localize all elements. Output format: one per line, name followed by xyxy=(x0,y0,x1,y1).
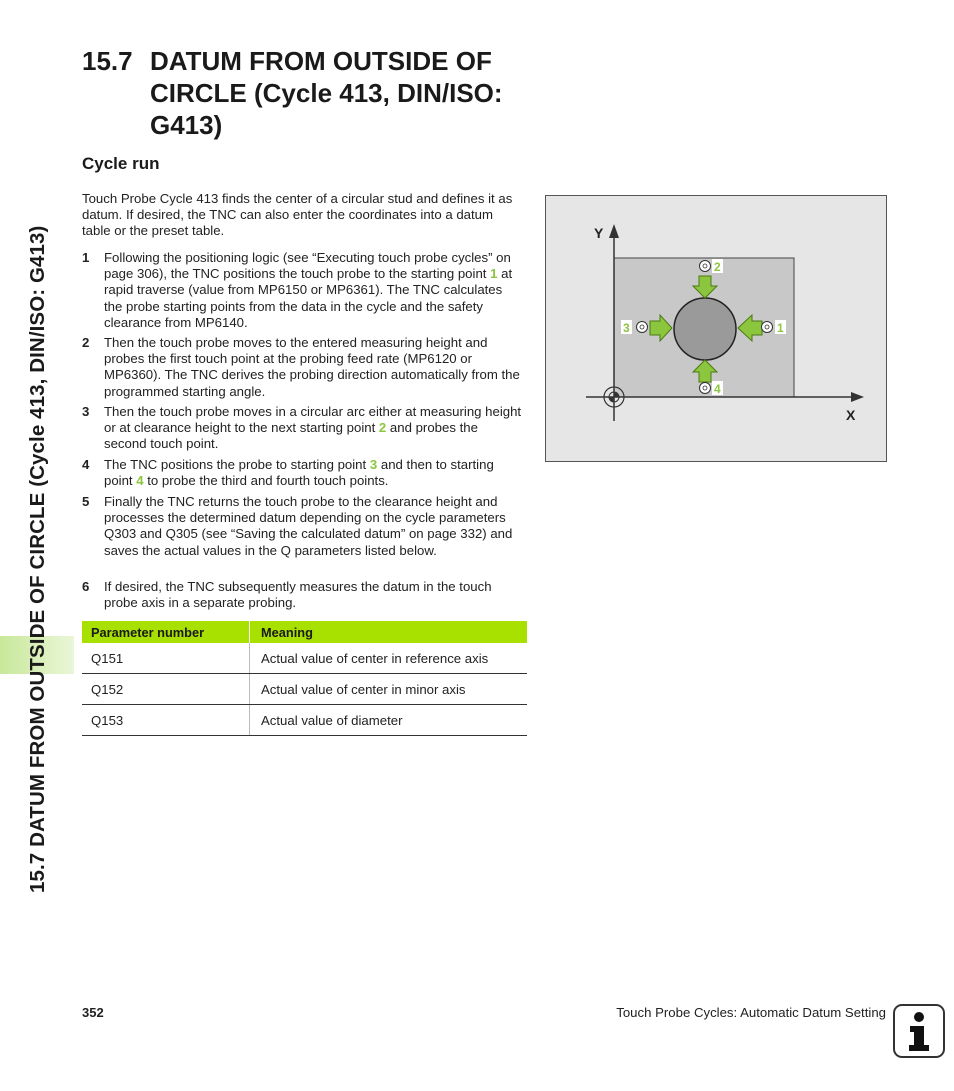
y-axis-arrow xyxy=(609,224,619,238)
probe-point-4-icon xyxy=(700,383,711,394)
probe-point-2-icon xyxy=(700,261,711,272)
point-ref-3: 3 xyxy=(369,457,378,472)
subheading: Cycle run xyxy=(82,154,160,173)
section-number: 15.7 xyxy=(82,46,133,76)
parameter-table xyxy=(82,621,527,736)
diagram-svg xyxy=(546,196,886,461)
circular-stud xyxy=(674,298,736,360)
x-axis-label: X xyxy=(846,407,856,423)
probe-point-1-icon xyxy=(762,322,773,333)
cycle-diagram xyxy=(545,195,887,462)
point-ref-4: 4 xyxy=(136,473,144,489)
table-row: Q153 Actual value of diameter xyxy=(82,705,527,736)
probe-point-3-icon xyxy=(637,322,648,333)
point-ref-2: 2 xyxy=(378,420,387,436)
y-axis-label: Y xyxy=(594,225,604,241)
section-title: DATUM FROM OUTSIDE OF CIRCLE (Cycle 413, DIN/ISO: G413) xyxy=(150,46,503,140)
point-ref-1: 1 xyxy=(490,266,498,282)
table-row: Q152 Actual value of center in minor axis xyxy=(82,674,527,705)
side-chapter-label: 15.7 DATUM FROM OUTSIDE OF CIRCLE (Cycle 413, DIN/ISO: G413) xyxy=(26,225,49,893)
header-parameter-number: Parameter number xyxy=(82,621,250,643)
page-number: 352 xyxy=(82,1005,104,1020)
table-row: Q151 Actual value of center in reference axis xyxy=(82,643,527,674)
point-label-2: 2 xyxy=(714,260,721,274)
point-label-1: 1 xyxy=(777,321,784,335)
intro-paragraph: Touch Probe Cycle 413 finds the center of a circular stud and defines it as datum. If desired, the TNC can also enter the coordinates into a datum table or the preset table. xyxy=(82,191,513,239)
header-meaning: Meaning xyxy=(250,621,528,643)
point-label-4: 4 xyxy=(714,382,721,396)
x-axis-arrow xyxy=(851,392,864,402)
footer-title: Touch Probe Cycles: Automatic Datum Setting xyxy=(616,1005,886,1020)
info-icon xyxy=(893,1004,945,1058)
point-label-3: 3 xyxy=(623,321,630,335)
